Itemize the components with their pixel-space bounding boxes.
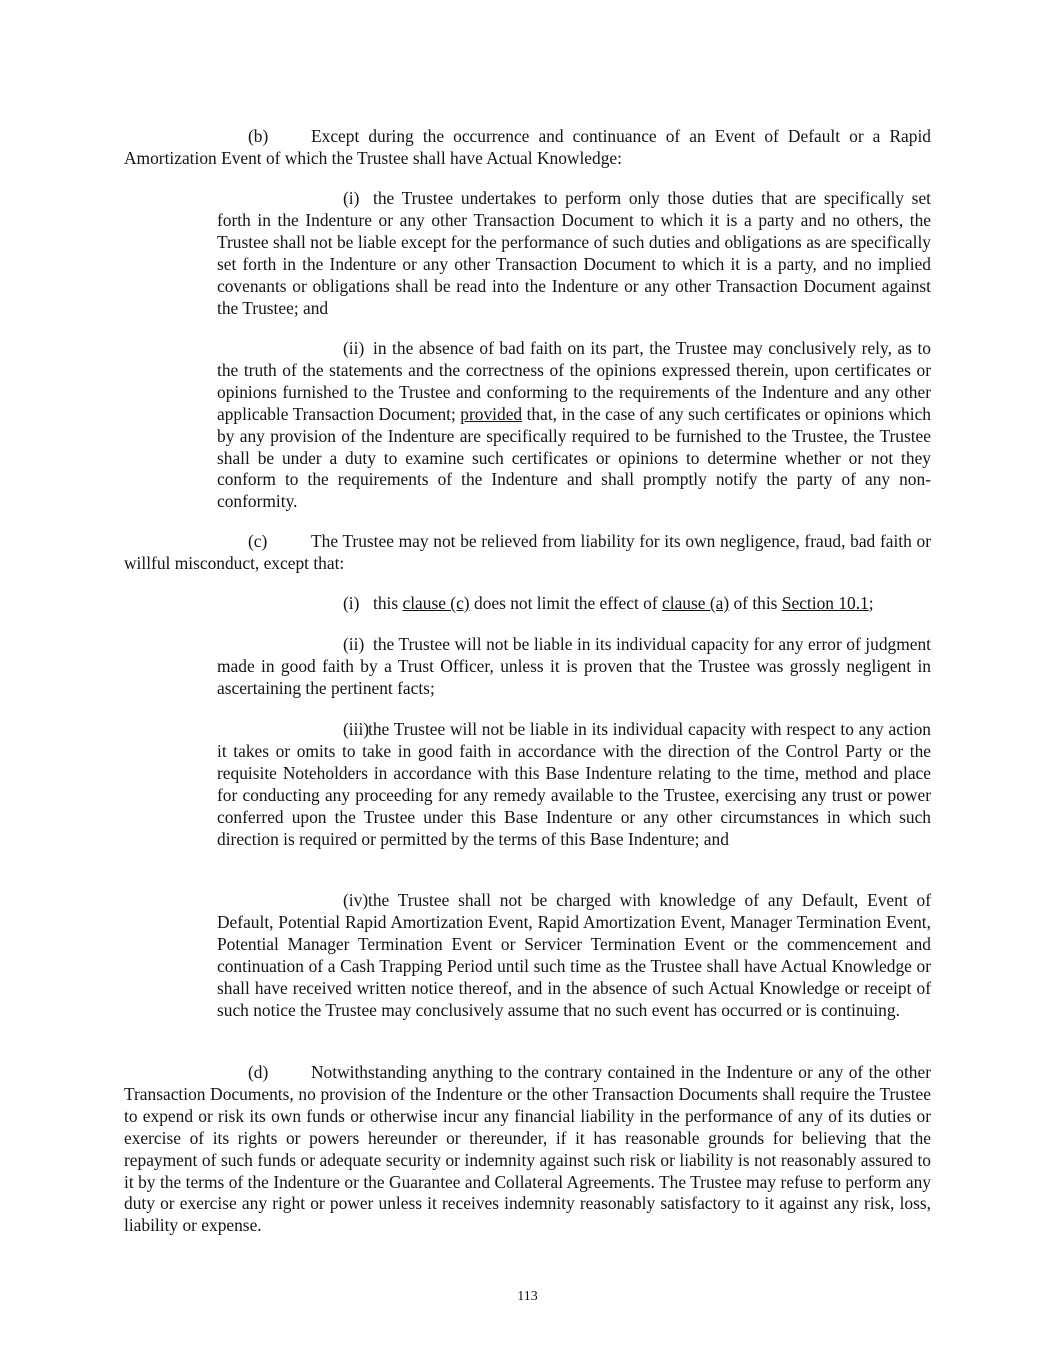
paragraph-c-ii-text: the Trustee will not be liable in its individual capacity for any error of judgment made in good faith by a Trust Officer, unless it is proven that the Trustee was grossly negligent in ascertaining the pertinent facts; xyxy=(217,634,931,698)
paragraph-c-i-text-3: of this xyxy=(733,593,778,613)
page-number: 113 xyxy=(517,1289,538,1304)
paragraph-c-ii-label: (ii) xyxy=(343,634,365,654)
clause-a-reference: clause (a) xyxy=(662,593,730,613)
section-10-1-reference: Section 10.1 xyxy=(781,593,869,613)
paragraph-c-text: The Trustee may not be relieved from liability for its own negligence, fraud, bad faith or willful misconduct, except that: xyxy=(124,531,931,573)
provided-term: provided xyxy=(460,403,523,424)
paragraph-c-label: (c) xyxy=(248,531,268,551)
clause-c-reference: clause (c) xyxy=(402,593,470,613)
paragraph-d-label: (d) xyxy=(248,1062,269,1082)
paragraph-b-ii-text-1: in the absence of bad faith on its part, the Trustee may conclusively rely, as to the truth of the statements and the correctness of the opinions expressed therein, upon certificates or opinions furnished to the Trustee and conforming to the requirements of the Indenture and any other applicable Transaction Document; xyxy=(217,338,931,424)
paragraph-b-ii-text-2: that, in the case of any such certificates or opinions which by any provision of the Indenture are specifically required to be furnished to the Trustee, the Trustee shall be under a duty to examine such certificates or opinions to determine whether or not they conform to the requirements of the Indenture and shall promptly notify the party of any non-conformity. xyxy=(217,403,931,512)
paragraph-b-ii xyxy=(217,338,931,513)
paragraph-b xyxy=(124,126,931,170)
paragraph-c-i xyxy=(217,593,931,615)
paragraph-c-iii xyxy=(217,719,931,850)
paragraph-c-iv-label: (iv) xyxy=(343,890,369,910)
paragraph-b-i-text: the Trustee undertakes to perform only those duties that are specifically set forth in the Indenture or any other Transaction Document to which it is a party and no others, the Trustee shall not be liable except for the performance of such duties and obligations as are specifically set forth in the Indenture or any other Transaction Document to which it is a party, and no implied covenants or obligations shall be read into the Indenture or any other Transaction Document against the Trustee; and xyxy=(217,188,931,318)
paragraph-d-text: Notwithstanding anything to the contrary contained in the Indenture or any of the other Transaction Documents, no provision of the Indenture or the other Transaction Documents shall require the Trustee to expend or risk its own funds or otherwise incur any financial liability in the performance of any of its duties or exercise of its rights or powers hereunder or thereunder, if it has reasonable grounds for believing that the repayment of such funds or adequate security or indemnity against such risk or liability is not reasonably assured to it by the terms of the Indenture or the Guarantee and Collateral Agreements. The Trustee may refuse to perform any duty or exercise any right or power unless it receives indemnity reasonably satisfactory to it against any risk, loss, liability or expense. xyxy=(124,1062,931,1236)
paragraph-b-i xyxy=(217,188,931,319)
paragraph-c-i-label: (i) xyxy=(343,593,360,613)
paragraph-b-i-label: (i) xyxy=(343,188,360,208)
paragraph-c-i-text-2: does not limit the effect of xyxy=(473,593,658,613)
paragraph-c-ii xyxy=(217,634,931,700)
paragraph-b-ii-label: (ii) xyxy=(343,338,365,358)
paragraph-d xyxy=(124,1062,931,1237)
paragraph-c-iii-text: the Trustee will not be liable in its individual capacity with respect to any action it takes or omits to take in good faith in accordance with the direction of the Control Party or the requisite Noteholders in accordance with this Base Indenture relating to the time, method and place for conducting any proceeding for any remedy available to the Trustee, exercising any trust or power conferred upon the Trustee under this Base Indenture or any other circumstances in which such direction is required or permitted by the terms of this Base Indenture; and xyxy=(217,719,931,849)
paragraph-b-text: Except during the occurrence and continuance of an Event of Default or a Rapid Amortization Event of which the Trustee shall have Actual Knowledge: xyxy=(124,126,931,168)
paragraph-c-i-text-4: ; xyxy=(868,593,874,613)
paragraph-c-iv-text: the Trustee shall not be charged with knowledge of any Default, Event of Default, Potential Rapid Amortization Event, Rapid Amortization Event, Manager Termination Event, Potential Manager Termination Event or Servicer Termination Event or the commencement and continuation of a Cash Trapping Period until such time as the Trustee shall have Actual Knowledge or shall have received written notice thereof, and in the absence of such Actual Knowledge or receipt of such notice the Trustee may conclusively assume that no such event has occurred or is continuing. xyxy=(217,890,931,1020)
paragraph-c xyxy=(124,531,931,575)
paragraph-b-label: (b) xyxy=(248,126,269,146)
paragraph-c-iii-label: (iii) xyxy=(343,719,370,739)
paragraph-c-iv xyxy=(217,890,931,1021)
paragraph-c-i-text-1: this xyxy=(373,593,399,613)
